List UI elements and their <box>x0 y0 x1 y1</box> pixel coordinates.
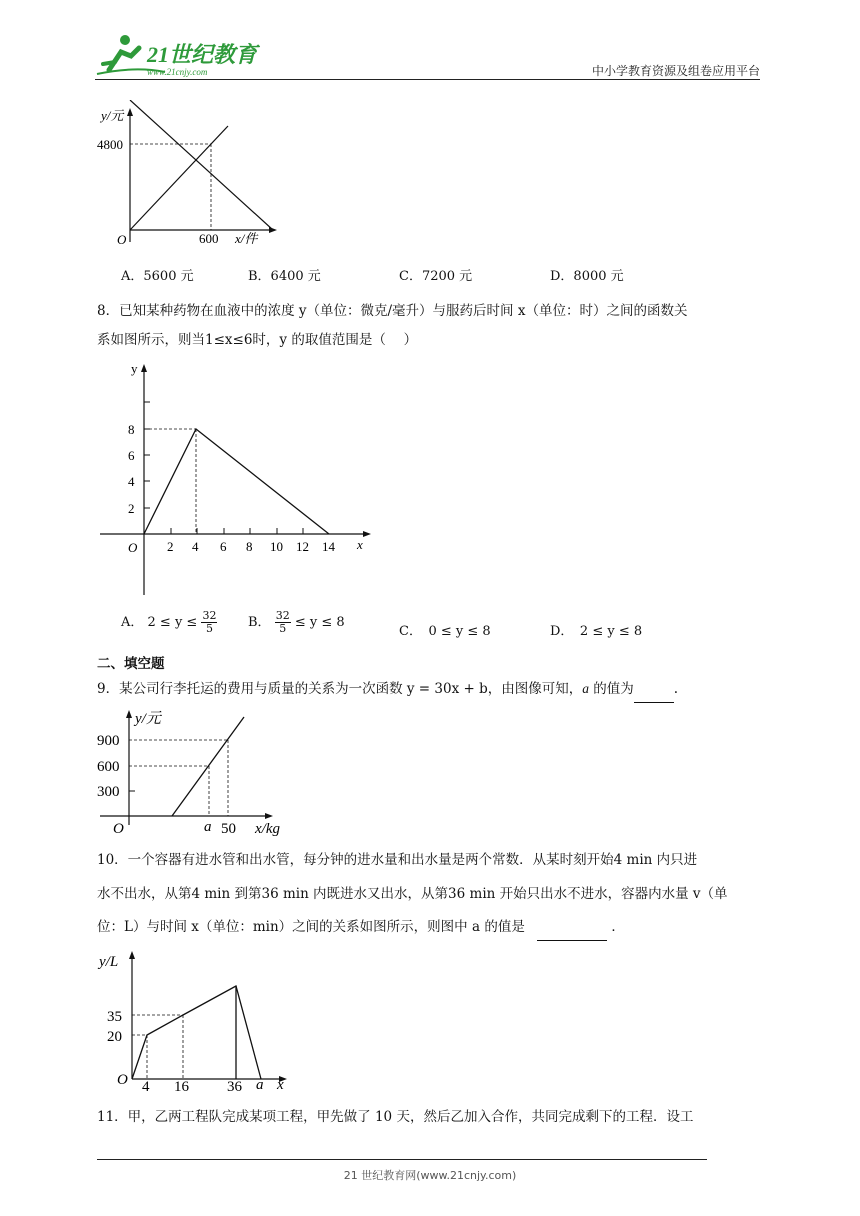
q8-x-tick-14: 14 <box>322 539 335 554</box>
q10-y-tick-20: 20 <box>107 1029 122 1045</box>
q9-x-tick-a: a <box>204 819 212 835</box>
q10-x-tick-36: 36 <box>227 1079 242 1094</box>
q8-origin: O <box>128 540 138 555</box>
q9-y-tick-600: 600 <box>97 759 120 775</box>
q10-x-tick-16: 16 <box>174 1079 189 1094</box>
footer-divider <box>97 1159 707 1160</box>
q9-origin: O <box>113 821 124 837</box>
q8-option-b-num: 32 <box>275 609 290 622</box>
q8-text-line2: 系如图所示，则当1≤x≤6时，y 的取值范围是（ ） <box>97 332 418 348</box>
q8-option-b-fraction <box>275 610 291 635</box>
q10-x-label: x <box>277 1077 284 1093</box>
header-divider <box>95 79 760 80</box>
logo-text: 21世纪教育 <box>147 42 258 67</box>
q7-y-label: y/元 <box>101 108 124 123</box>
q8-text-line1: 8．已知某种药物在血液中的浓度 y（单位：微克/毫升）与服药后时间 x（单位：时）之间的函数关 <box>97 303 688 319</box>
q8-y-tick-8: 8 <box>128 422 135 437</box>
logo-url: www.21cnjy.com <box>147 67 208 77</box>
q8-y-tick-6: 6 <box>128 448 135 463</box>
q8-x-tick-8: 8 <box>246 539 253 554</box>
q8-option-c[interactable]: C． 0 ≤ y ≤ 8 <box>399 624 491 639</box>
q9-text-post: 的值为 <box>588 681 634 697</box>
q11-text-line1: 11．甲，乙两工程队完成某项工程，甲先做了 10 天，然后乙加入合作，共同完成剩下的工程．设工 <box>97 1109 694 1125</box>
q9-y-tick-300: 300 <box>97 784 120 800</box>
q7-line <box>130 126 228 230</box>
q7-y-tick: 4800 <box>97 137 123 152</box>
q7-option-b[interactable]: B．6400 元 <box>248 269 321 284</box>
q10-y-label: y/L <box>99 954 119 970</box>
runner-logo-icon <box>95 30 265 80</box>
q7-option-a[interactable]: A．5600 元 <box>121 269 194 284</box>
q8-option-a-fraction <box>201 610 217 635</box>
q8-option-a-letter: A． <box>121 615 144 630</box>
q7-x-label: x/件 <box>235 231 258 246</box>
q9-y-label: y/元 <box>135 711 161 727</box>
q8-option-a-left: 2 ≤ y ≤ <box>147 615 198 630</box>
q9-function-line <box>172 717 244 816</box>
q9-x-label: x/kg <box>255 821 280 837</box>
q8-x-label: x <box>357 537 363 552</box>
q9-x-tick-50: 50 <box>221 821 236 837</box>
q9-text <box>97 676 678 703</box>
q8-y-label: y <box>131 361 138 376</box>
q9-y-tick-900: 900 <box>97 733 120 749</box>
q8-option-d[interactable]: D． 2 ≤ y ≤ 8 <box>550 624 643 639</box>
footer-text[interactable]: 21 世纪教育网(www.21cnjy.com) <box>343 1169 517 1182</box>
q10-text-line3-pre: 位：L）与时间 x（单位：min）之间的关系如图所示，则图中 a 的值是 <box>97 919 525 935</box>
q8-x-tick-10: 10 <box>270 539 283 554</box>
q8-y-tick-4: 4 <box>128 474 135 489</box>
q7-x-axis <box>130 100 273 230</box>
q8-option-b-right: ≤ y ≤ 8 <box>294 615 345 630</box>
q8-x-tick-12: 12 <box>296 539 309 554</box>
q8-option-a-den: 5 <box>205 622 213 635</box>
q7-graph <box>95 100 285 250</box>
q7-x-tick: 600 <box>199 231 219 246</box>
q10-text-line2: 水不出水，从第4 min 到第36 min 内既进水又出水，从第36 min 开始只出水不进水，容器内水量 v（单 <box>97 886 728 902</box>
q9-text-var: a <box>582 681 589 696</box>
q10-text-line3-end: ． <box>611 919 625 935</box>
header-platform-text: 中小学教育资源及组卷应用平台 <box>591 64 760 78</box>
q8-x-tick-2: 2 <box>167 539 174 554</box>
q8-x-tick-6: 6 <box>220 539 227 554</box>
q9-text-pre: 9．某公司行李托运的费用与质量的关系为一次函数 y = 30x + b，由图像可知， <box>97 681 583 697</box>
q10-y-tick-35: 35 <box>107 1009 122 1025</box>
site-logo <box>95 30 265 80</box>
q8-graph <box>95 355 385 600</box>
q8-option-a-num: 32 <box>202 609 217 622</box>
q7-origin: O <box>117 232 127 247</box>
q7-option-d[interactable]: D．8000 元 <box>550 269 624 284</box>
q10-x-tick-a: a <box>256 1077 264 1093</box>
q10-graph <box>95 944 305 1094</box>
q8-x-tick-4: 4 <box>192 539 199 554</box>
q8-option-b[interactable] <box>248 610 345 635</box>
q8-option-b-letter: B． <box>248 615 271 630</box>
q9-text-end: . <box>673 681 679 697</box>
q10-text-line3 <box>97 914 625 941</box>
q10-x-tick-4: 4 <box>142 1079 150 1094</box>
q8-y-tick-2: 2 <box>128 501 135 516</box>
section-fill-in-title: 二、填空题 <box>97 656 165 672</box>
q9-graph <box>95 703 295 838</box>
q10-answer-blank[interactable] <box>537 914 607 941</box>
q8-option-b-den: 5 <box>279 622 287 635</box>
q10-text-line1: 10．一个容器有进水管和出水管，每分钟的进水量和出水量是两个常数．从某时刻开始4 min 内只进 <box>97 852 698 868</box>
q8-function-line <box>144 429 329 534</box>
q9-answer-blank[interactable] <box>634 676 674 703</box>
q10-function-line <box>132 986 261 1079</box>
q8-option-a[interactable] <box>121 610 217 635</box>
q10-origin: O <box>117 1072 128 1088</box>
q7-option-c[interactable]: C．7200 元 <box>399 269 473 284</box>
